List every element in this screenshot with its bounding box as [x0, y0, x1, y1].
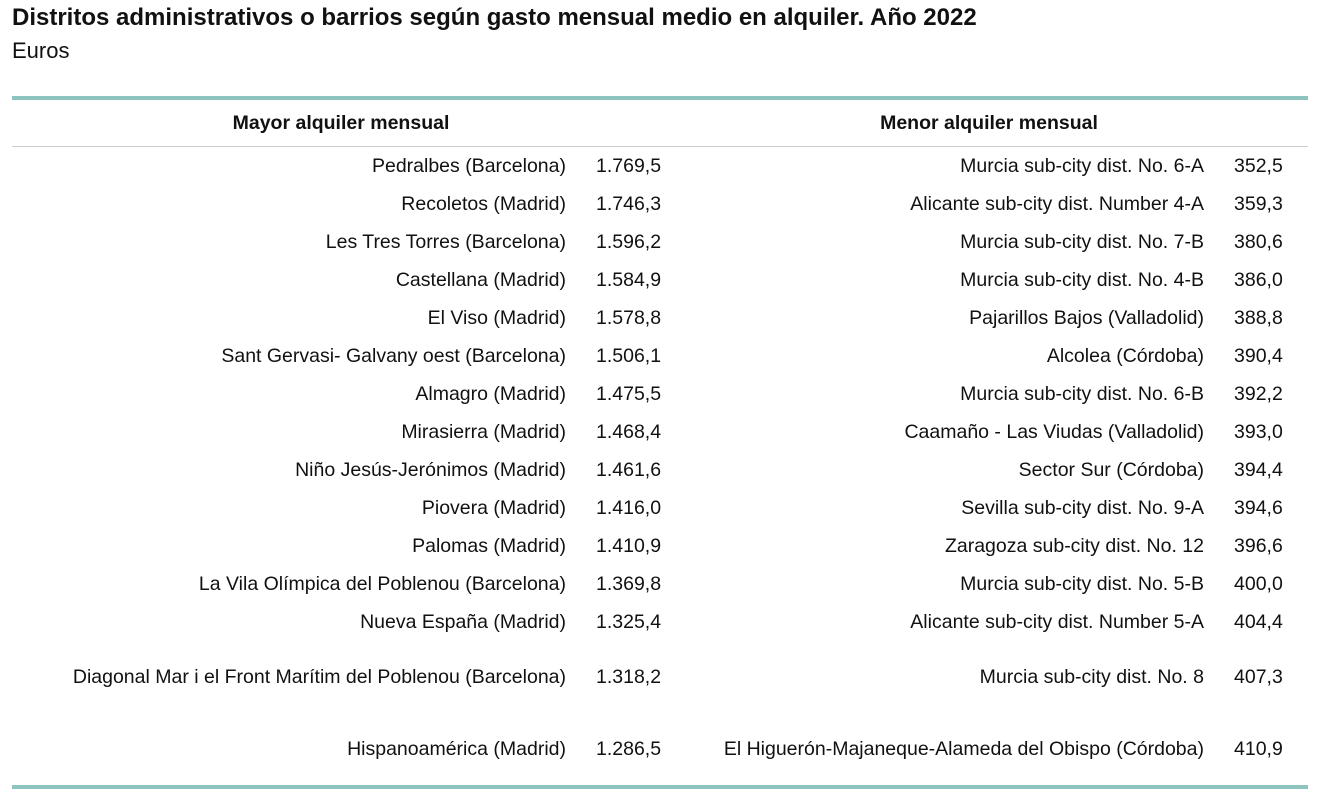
- high-district-name: Nueva España (Madrid): [360, 611, 566, 633]
- page-title: Distritos administrativos o barrios según gasto mensual medio en alquiler. Año 2022: [12, 4, 977, 31]
- low-district-name: Murcia sub-city dist. No. 5-B: [960, 573, 1204, 595]
- high-district-name: Recoletos (Madrid): [401, 193, 566, 215]
- table-row: [12, 223, 1308, 261]
- high-rent-value: 1.596,2: [596, 231, 662, 253]
- table-row: [12, 641, 1308, 713]
- table-row: [12, 527, 1308, 565]
- table-row: [12, 451, 1308, 489]
- high-district-name: Mirasierra (Madrid): [401, 421, 566, 443]
- high-district-name: Palomas (Madrid): [412, 535, 566, 557]
- low-district-name: Sector Sur (Córdoba): [1018, 459, 1204, 481]
- low-rent-value: 404,4: [1234, 611, 1283, 633]
- low-district-name: Murcia sub-city dist. No. 6-B: [960, 383, 1204, 405]
- low-district-name: Murcia sub-city dist. No. 4-B: [960, 269, 1204, 291]
- low-rent-value: 394,4: [1234, 459, 1283, 481]
- table-header-row: [12, 100, 1308, 147]
- low-district-name: Murcia sub-city dist. No. 6-A: [960, 155, 1204, 177]
- high-district-name: Sant Gervasi- Galvany oest (Barcelona): [221, 345, 566, 367]
- low-district-name: Alicante sub-city dist. Number 5-A: [910, 611, 1204, 633]
- high-district-name: Pedralbes (Barcelona): [371, 155, 566, 177]
- table-body: [12, 147, 1308, 786]
- low-district-name: Sevilla sub-city dist. No. 9-A: [961, 497, 1204, 519]
- low-district-name: Zaragoza sub-city dist. No. 12: [944, 535, 1204, 557]
- low-district-name: Murcia sub-city dist. No. 8: [979, 666, 1204, 688]
- low-district-name: Caamaño - Las Viudas (Valladolid): [904, 421, 1204, 443]
- table-row: [12, 713, 1308, 785]
- high-rent-value: 1.461,6: [596, 459, 662, 481]
- low-district-name: Alcolea (Córdoba): [1046, 345, 1204, 367]
- low-rent-value: 352,5: [1234, 155, 1283, 177]
- low-rent-value: 410,9: [1234, 738, 1283, 760]
- high-district-name: Castellana (Madrid): [395, 269, 566, 291]
- high-district-name: La Vila Olímpica del Poblenou (Barcelona): [198, 573, 566, 595]
- high-rent-value: 1.318,2: [596, 666, 662, 688]
- low-rent-value: 386,0: [1234, 269, 1283, 291]
- high-rent-value: 1.506,1: [596, 345, 662, 367]
- low-district-name: Alicante sub-city dist. Number 4-A: [910, 193, 1204, 215]
- low-rent-value: 380,6: [1234, 231, 1283, 253]
- table-row: [12, 413, 1308, 451]
- table-row: [12, 337, 1308, 375]
- high-rent-value: 1.286,5: [596, 738, 662, 760]
- column-header-low: Menor alquiler mensual: [670, 100, 1308, 147]
- high-district-name: Almagro (Madrid): [415, 383, 566, 405]
- table-row: [12, 375, 1308, 413]
- high-district-name: Diagonal Mar i el Front Marítim del Poblenou (Barcelona): [72, 666, 566, 688]
- high-rent-value: 1.325,4: [596, 611, 662, 633]
- low-rent-value: 392,2: [1234, 383, 1283, 405]
- high-rent-value: 1.369,8: [596, 573, 662, 595]
- low-rent-value: 394,6: [1234, 497, 1283, 519]
- rent-table: [12, 100, 1308, 785]
- table-row: [12, 603, 1308, 641]
- low-rent-value: 400,0: [1234, 573, 1283, 595]
- column-header-high: Mayor alquiler mensual: [12, 100, 670, 147]
- table-row: [12, 261, 1308, 299]
- low-rent-value: 393,0: [1234, 421, 1283, 443]
- low-district-name: El Higuerón-Majaneque-Alameda del Obispo (Córdoba): [723, 738, 1204, 760]
- low-rent-value: 390,4: [1234, 345, 1283, 367]
- table-row: [12, 185, 1308, 223]
- high-rent-value: 1.468,4: [596, 421, 662, 443]
- low-rent-value: 359,3: [1234, 193, 1283, 215]
- high-district-name: Les Tres Torres (Barcelona): [325, 231, 566, 253]
- table-row: [12, 299, 1308, 337]
- rent-table-container: [12, 96, 1308, 789]
- high-rent-value: 1.410,9: [596, 535, 662, 557]
- high-rent-value: 1.416,0: [596, 497, 662, 519]
- table-row: [12, 565, 1308, 603]
- high-rent-value: 1.578,8: [596, 307, 662, 329]
- low-district-name: Pajarillos Bajos (Valladolid): [969, 307, 1204, 329]
- low-rent-value: 396,6: [1234, 535, 1283, 557]
- high-rent-value: 1.584,9: [596, 269, 662, 291]
- low-district-name: Murcia sub-city dist. No. 7-B: [960, 231, 1204, 253]
- high-rent-value: 1.475,5: [596, 383, 662, 405]
- table-row: [12, 147, 1308, 186]
- high-rent-value: 1.746,3: [596, 193, 662, 215]
- high-district-name: El Viso (Madrid): [427, 307, 566, 329]
- low-rent-value: 388,8: [1234, 307, 1283, 329]
- high-district-name: Piovera (Madrid): [421, 497, 566, 519]
- table-row: [12, 489, 1308, 527]
- high-rent-value: 1.769,5: [596, 155, 662, 177]
- high-district-name: Hispanoamérica (Madrid): [347, 738, 566, 760]
- low-rent-value: 407,3: [1234, 666, 1283, 688]
- high-district-name: Niño Jesús-Jerónimos (Madrid): [295, 459, 566, 481]
- page-subtitle: Euros: [12, 38, 70, 63]
